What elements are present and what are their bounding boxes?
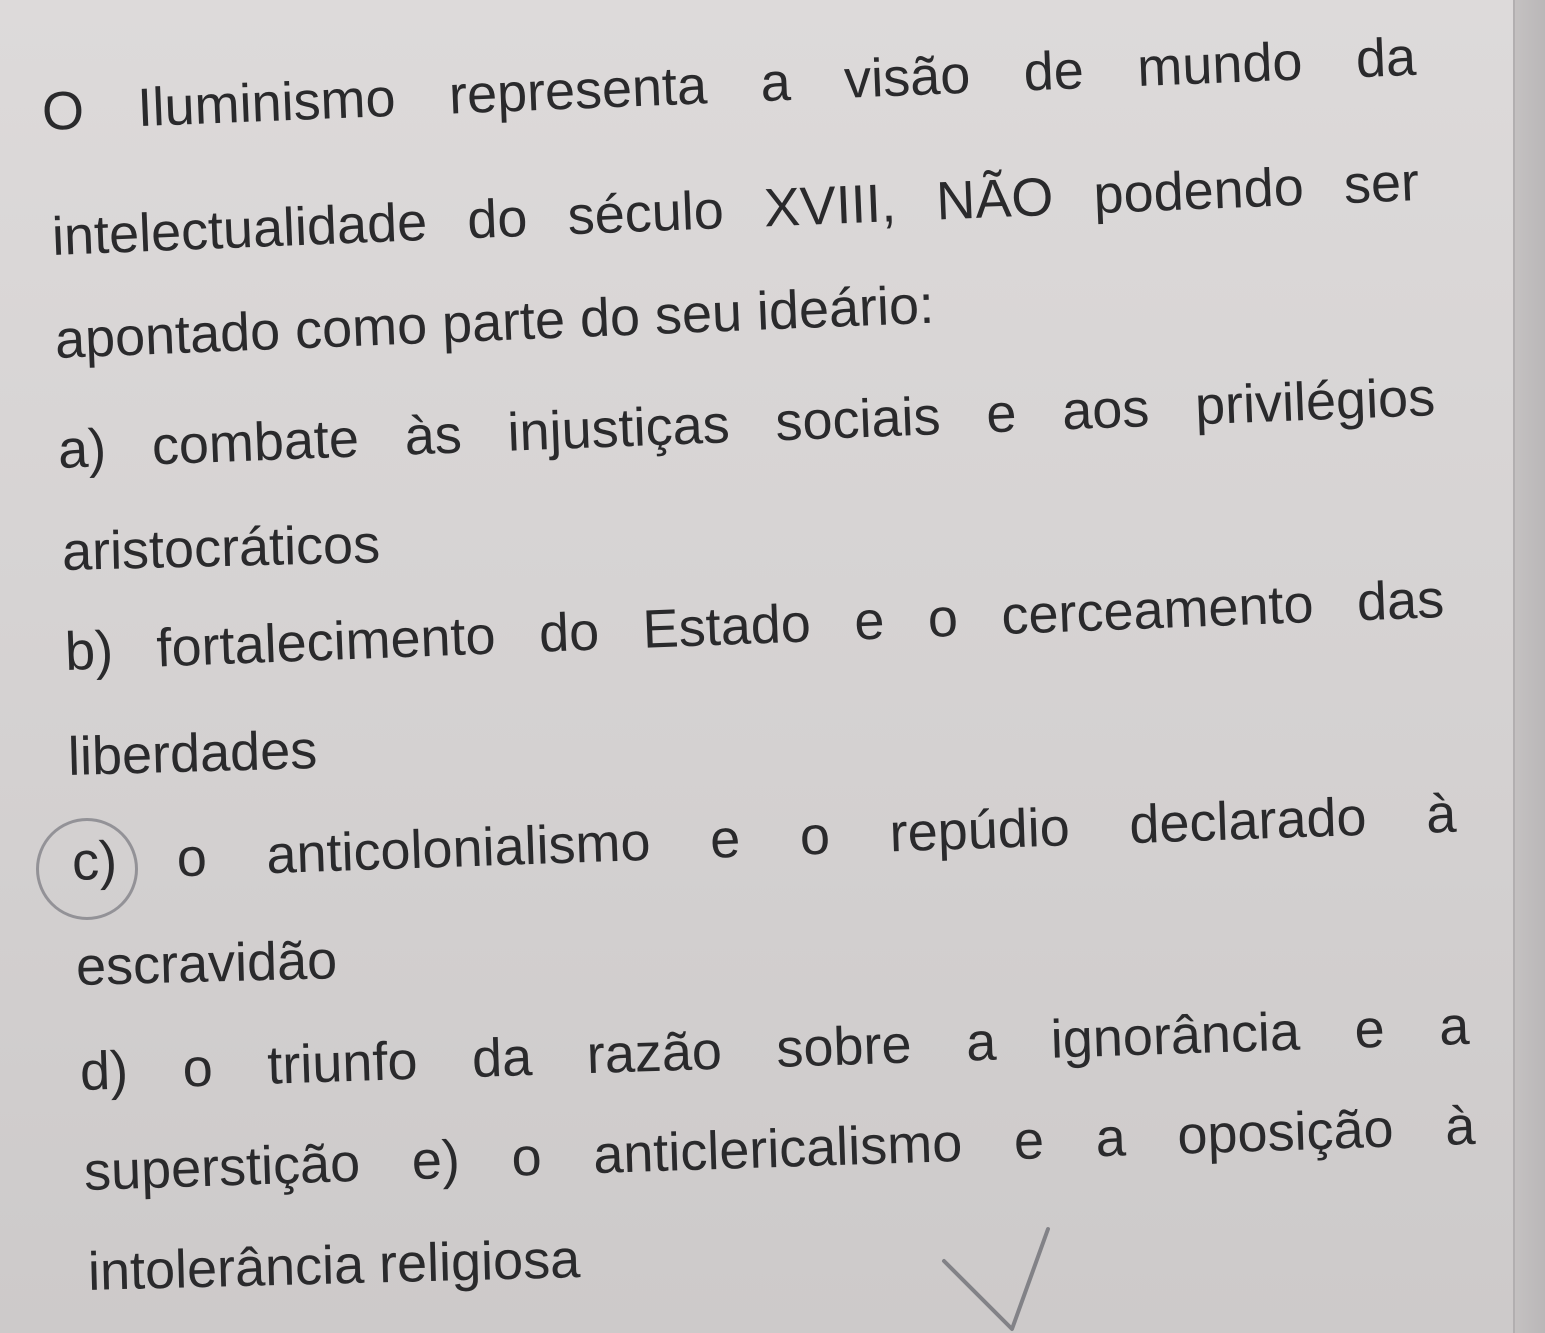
option-a-line-1: a) combate às injustiças sociais e aos privilégios <box>56 367 1437 480</box>
check-mark-icon <box>940 1225 1070 1333</box>
answer-circle-mark <box>36 818 138 920</box>
option-a-line-2: aristocráticos <box>61 514 381 582</box>
option-c-line-1: c) o anticolonialismo e o repúdio declarado à <box>70 783 1458 892</box>
option-d-e-line: superstição e) o anticlericalismo e a oposição à <box>83 1095 1477 1202</box>
question-stem-line-1: O Iluminismo representa a visão de mundo da <box>40 26 1418 142</box>
option-d-line-1: d) o triunfo da razão sobre a ignorância e a <box>79 995 1471 1102</box>
question-stem-line-2: intelectualidade do século XVIII, NÃO podendo ser <box>50 152 1421 267</box>
option-c-line-2: escravidão <box>75 930 338 997</box>
question-stem-line-3: apontado como parte do seu ideário: <box>53 274 936 370</box>
option-b-line-2: liberdades <box>67 720 318 787</box>
option-e-line-2: intolerância religiosa <box>87 1229 581 1302</box>
option-b-line-1: b) fortalecimento do Estado e o cerceamento das <box>63 569 1446 682</box>
